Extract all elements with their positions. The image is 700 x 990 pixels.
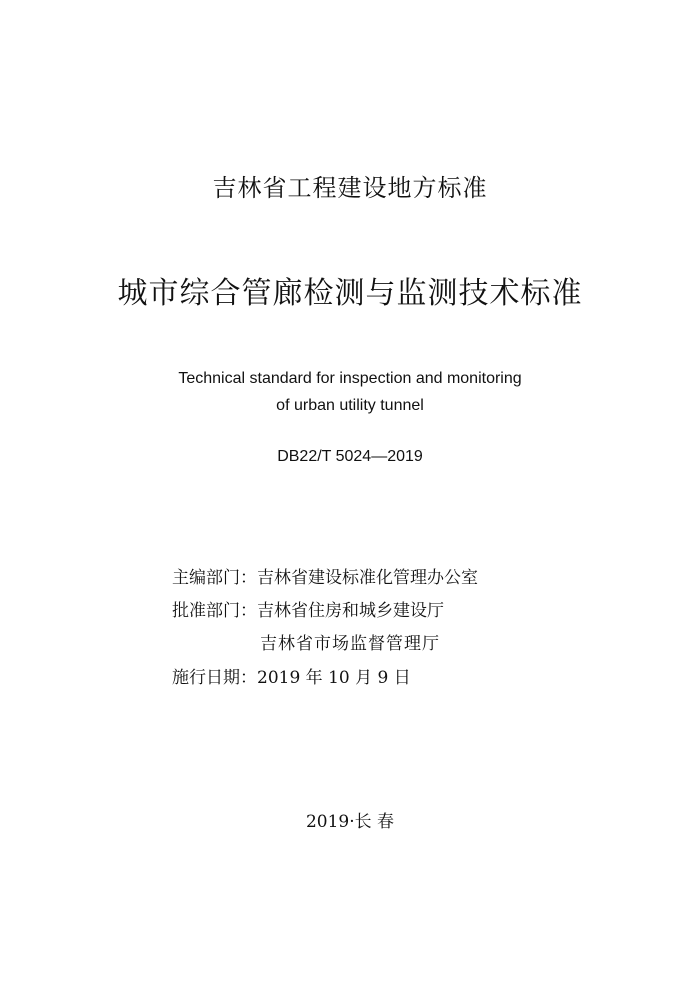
editor-department-value: 吉林省建设标准化管理办公室 <box>257 568 478 588</box>
series-title: 吉林省工程建设地方标准 <box>212 174 488 202</box>
footer-place-year: 2019·长 春 <box>305 812 395 832</box>
approver-department-label: 批准部门： <box>172 601 257 621</box>
effective-date-value: 2019 年 10 月 9 日 <box>257 668 411 688</box>
approver-department-row <box>172 596 444 621</box>
approver-department-value-1: 吉林省住房和城乡建设厅 <box>257 601 444 621</box>
standard-title-english-line2: of urban utility tunnel <box>276 397 424 414</box>
editor-department-row <box>172 563 478 588</box>
effective-date-label: 施行日期： <box>172 668 257 688</box>
editor-department-label: 主编部门： <box>172 568 257 588</box>
standard-code: DB22/T 5024—2019 <box>277 448 423 465</box>
approver-department-value-2: 吉林省市场监督管理厅 <box>260 634 440 654</box>
standard-title-chinese: 城市综合管廊检测与监测技术标准 <box>117 276 583 311</box>
effective-date-row <box>172 663 411 688</box>
standard-title-english-line1: Technical standard for inspection and monitoring <box>178 370 522 387</box>
